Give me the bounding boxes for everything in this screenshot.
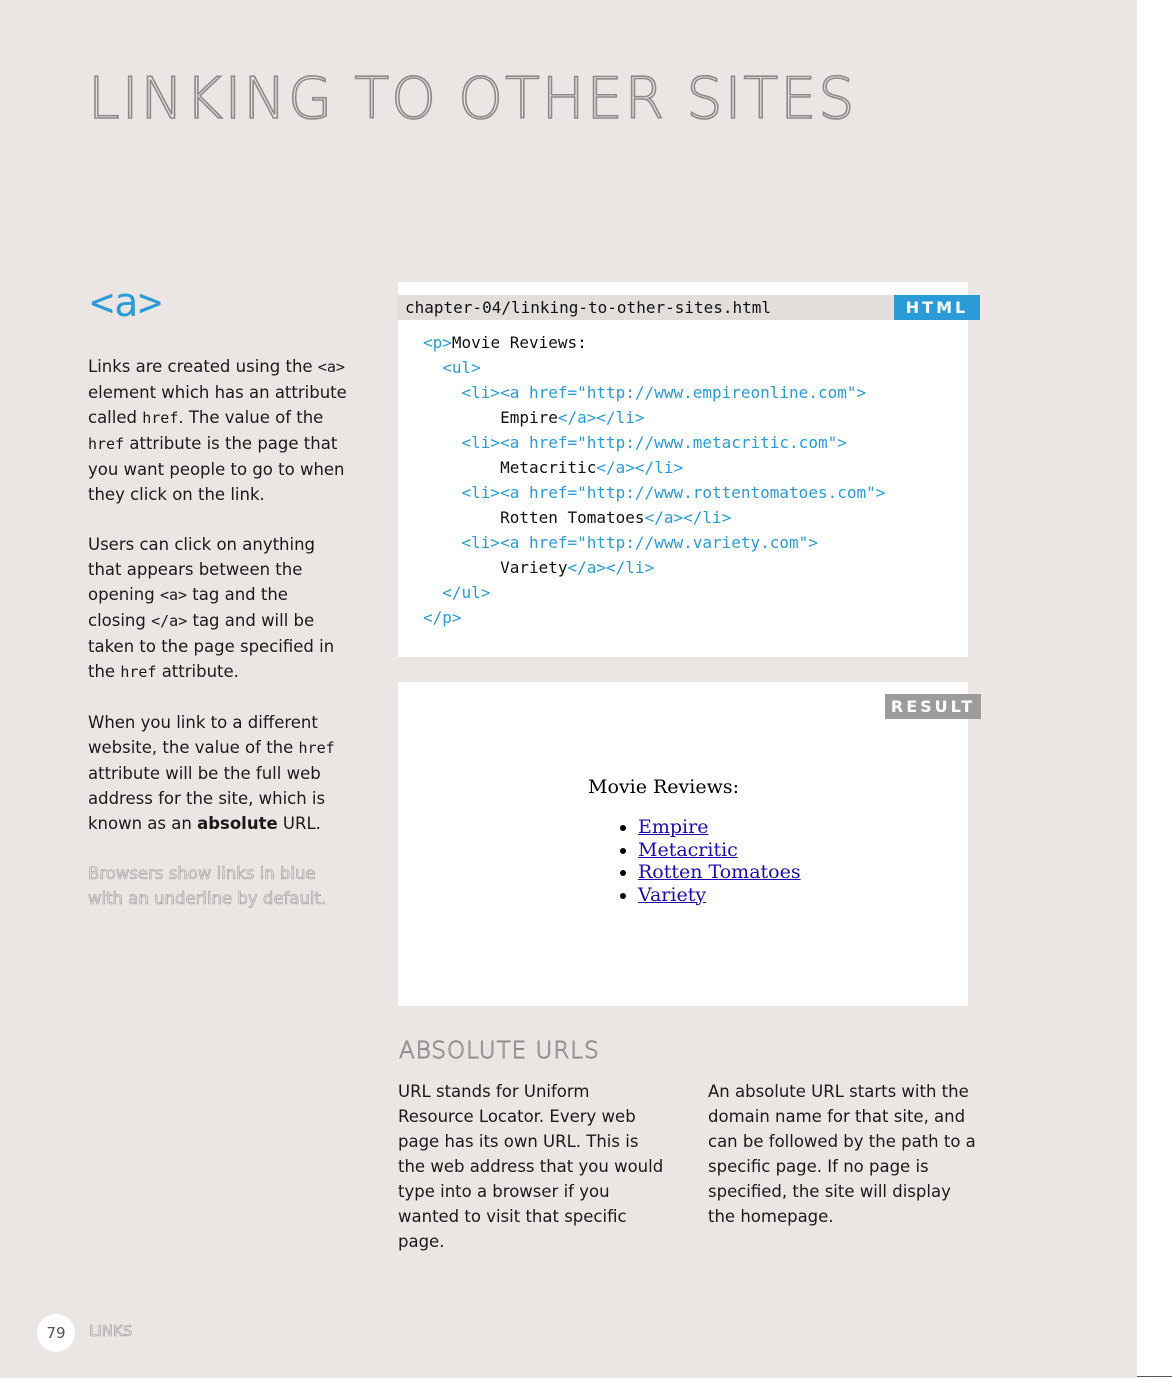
element-tag-heading: <a>	[90, 280, 163, 326]
explanation-column	[88, 354, 350, 936]
paragraph-links-created: Links are created using the <a> element which has an attribute called href. The value of the href attribute is the page that you want people to go to when they click on the link.	[88, 357, 347, 504]
absolute-col-1: URL stands for Uniform Resource Locator. Every web page has its own URL. This is the web address that you would type into a browser if you wanted to visit that specific page.	[398, 1082, 664, 1251]
absolute-col-2: An absolute URL starts with the domain name for that site, and can be followed by the path to a specific page. If no page is specified, the site will display the homepage.	[708, 1082, 976, 1226]
list-item	[638, 839, 801, 862]
rendered-result	[588, 776, 801, 906]
paragraph-absolute-url: When you link to a different website, the value of the href attribute will be the full web address for the site, which is known as an absolute URL.	[88, 713, 335, 833]
list-item	[638, 861, 801, 884]
page-number: 79	[37, 1314, 75, 1352]
link-rotten-tomatoes[interactable]: Rotten Tomatoes	[638, 861, 801, 883]
link-variety[interactable]: Variety	[638, 883, 707, 906]
list-item	[638, 816, 801, 839]
absolute-urls-heading: ABSOLUTE URLS	[399, 1038, 600, 1064]
code-example-panel	[398, 282, 968, 657]
browser-note: Browsers show links in blue with an underline by default.	[88, 864, 327, 908]
page-title: LINKING TO OTHER SITES	[88, 66, 857, 132]
section-name: LINKS	[89, 1322, 133, 1340]
result-panel	[398, 682, 976, 1006]
result-link-list	[588, 816, 801, 906]
link-empire[interactable]: Empire	[638, 816, 709, 838]
list-item	[638, 884, 801, 907]
html-badge: HTML	[894, 295, 980, 320]
page-edge-line	[1137, 1376, 1172, 1377]
result-badge: RESULT	[885, 694, 981, 719]
link-metacritic[interactable]: Metacritic	[638, 838, 738, 861]
result-title: Movie Reviews:	[588, 776, 740, 798]
code-listing: <p>Movie Reviews: <ul> <li><a href="http://www.empireonline.com"> Empire</a></li> <li><a href="http://www.metacritic.com"> Metacritic</a></li> <li><a href="http://www.rottentomatoes.com"> Rotten Tomatoes</a></li> <li><a href="http://www.variety.com"> Variety</a></li> </ul> </p>	[423, 333, 886, 627]
paragraph-users-click: Users can click on anything that appears between the opening <a> tag and the closing </a> tag and will be taken to the page specified in the href attribute.	[88, 535, 335, 681]
code-filename: chapter-04/linking-to-other-sites.html	[398, 295, 894, 320]
